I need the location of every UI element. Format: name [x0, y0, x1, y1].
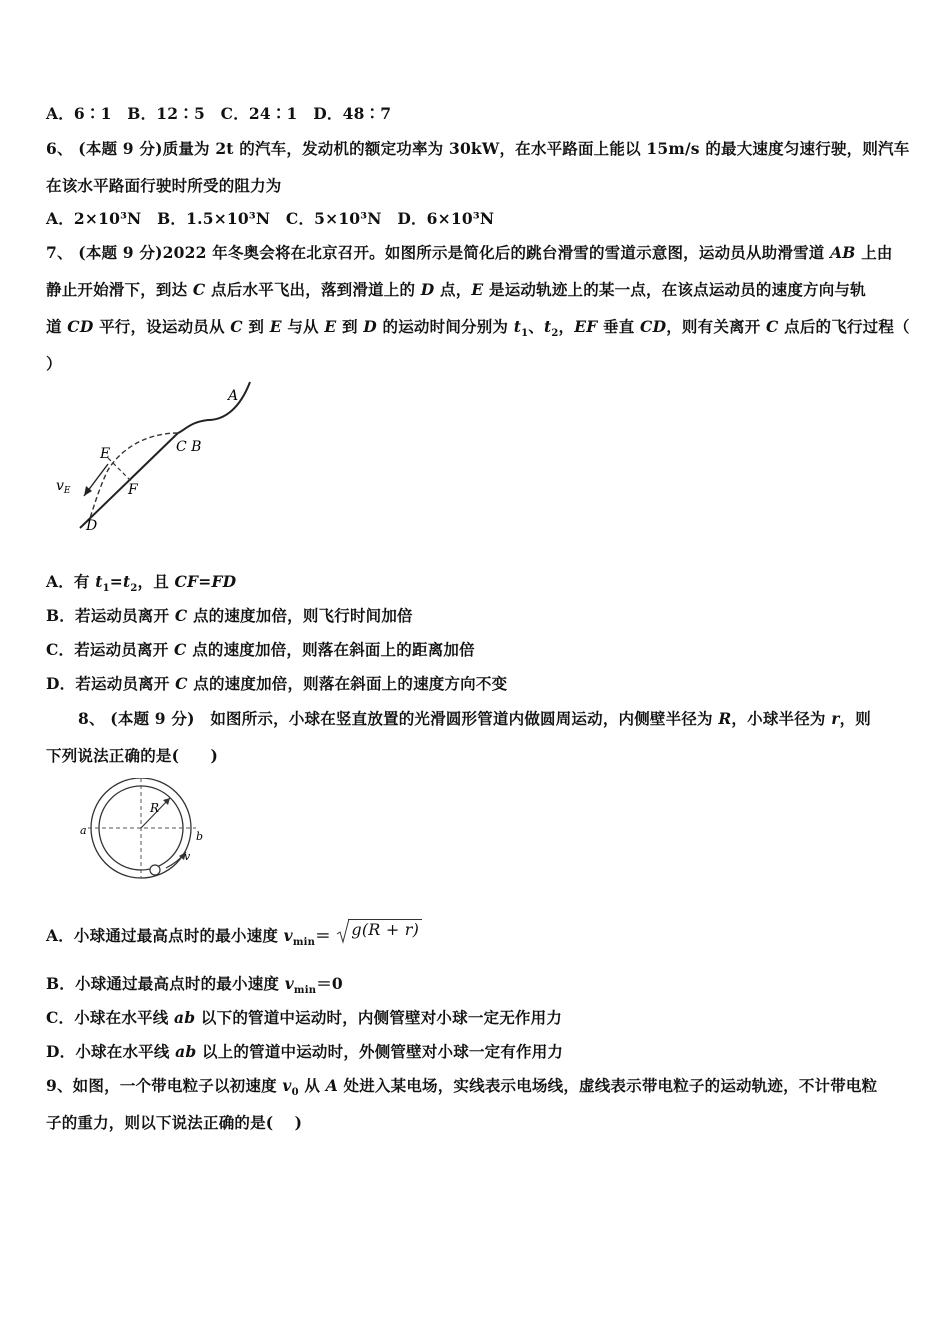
label-f: F — [128, 482, 138, 498]
q6-stem-line1: 6、 (本题 9 分)质量为 2t 的汽车，发动机的额定功率为 30kW，在水平路面上能以 15m/s 的最大速度匀速行驶，则汽车 — [46, 139, 910, 158]
label-cb: C B — [176, 439, 202, 455]
q5-options: A．6∶1 B．12∶5 C．24∶1 D．48∶7 — [46, 104, 392, 123]
q9-stem-line1: 9、如图，一个带电粒子以初速度 $v_0$ 从 A 处进入某电场，实线表示电场线，虚线表示带电粒子的运动轨迹，不计带电粒 — [46, 1076, 878, 1099]
label-r: R — [150, 801, 160, 815]
q7-option-c: C．若运动员离开 C 点的速度加倍，则落在斜面上的距离加倍 — [46, 640, 475, 659]
q8-stem-line1: 8、 (本题 9 分) 如图所示，小球在竖直放置的光滑圆形管道内做圆周运动，内侧壁半径为 R，小球半径为 r，则 — [78, 709, 871, 728]
q7-ski-jump-figure — [50, 378, 270, 538]
q7-option-b: B．若运动员离开 C 点的速度加倍，则飞行时间加倍 — [46, 606, 413, 625]
q7-option-a: A．有 $t_1=t_2$，且 CF=FD — [46, 572, 237, 595]
q7-stem-line3: 道 CD 平行，设运动员从 C 到 E 与从 E 到 D 的运动时间分别为 $t_1$、$t_2$，EF 垂直 CD，则有关离开 C 点后的飞行过程（ — [46, 317, 910, 340]
label-b-point: b — [196, 830, 204, 843]
q9-stem-line2: 子的重力，则以下说法正确的是( ) — [46, 1113, 303, 1132]
label-v: v — [184, 850, 191, 863]
q8-pipe-figure — [80, 778, 210, 882]
q7-option-d: D．若运动员离开 C 点的速度加倍，则落在斜面上的速度方向不变 — [46, 674, 508, 693]
label-e: E — [100, 446, 111, 462]
q6-stem-line2: 在该水平路面行驶时所受的阻力为 — [46, 176, 282, 195]
sqrt-sign — [336, 918, 350, 944]
label-a: A — [228, 388, 239, 404]
q7-stem-line1: 7、 (本题 9 分)2022 年冬奥会将在北京召开。如图所示是简化后的跳台滑雪的雪道示意图，运动员从助滑雪道 AB 上由 — [46, 243, 893, 262]
slope-ab-curve — [178, 382, 250, 433]
q8-option-d: D．小球在水平线 ab 以上的管道中运动时，外侧管壁对小球一定有作用力 — [46, 1042, 564, 1061]
q8-option-b: B．小球通过最高点时的最小速度 $v_{min}=0$ — [46, 974, 343, 997]
q8-stem-line2: 下列说法正确的是( ) — [46, 746, 219, 765]
q7-stem-line2: 静止开始滑下，到达 C 点后水平飞出，落到滑道上的 D 点，E 是运动轨迹上的某一点，在该点运动员的速度方向与轨 — [46, 280, 866, 299]
sqrt-formula: g(R + r) — [336, 920, 422, 939]
small-ball — [150, 865, 160, 875]
label-ve: $v_E$ — [56, 478, 71, 496]
q7-stem-line4: ） — [46, 354, 62, 373]
ef-dashed — [108, 458, 132, 482]
label-a-point: a — [80, 824, 87, 837]
q6-options: A．2×10³N B．1.5×10³N C．5×10³N D．6×10³N — [46, 209, 495, 228]
label-d: D — [86, 518, 98, 534]
q8-option-c: C．小球在水平线 ab 以下的管道中运动时，内侧管壁对小球一定无作用力 — [46, 1008, 563, 1027]
q8-option-a: A．小球通过最高点时的最小速度 $v_{min}=$ g(R + r) — [46, 924, 422, 948]
